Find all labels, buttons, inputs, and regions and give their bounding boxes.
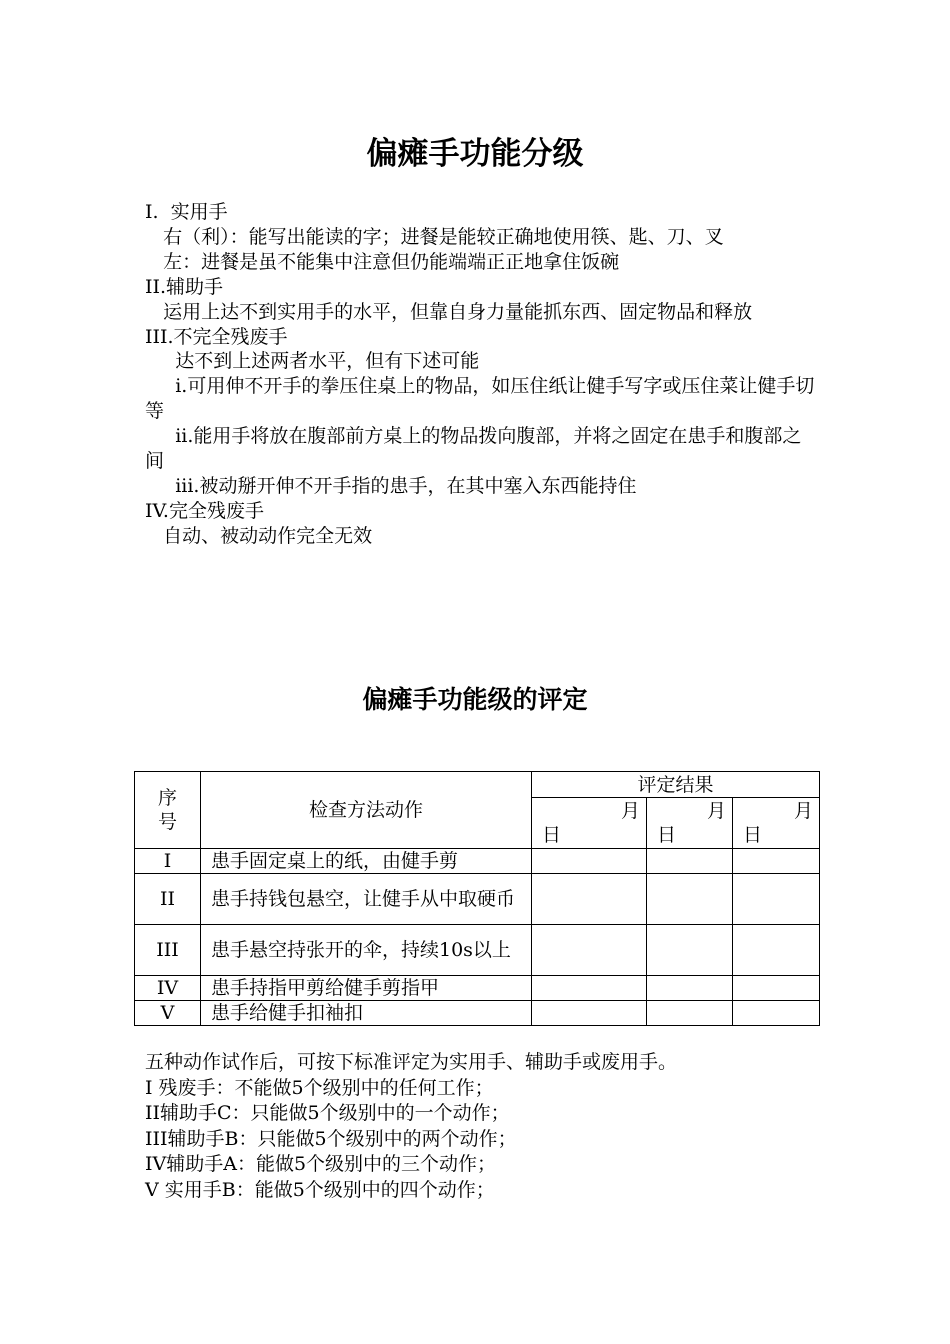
result-cell[interactable]	[532, 925, 647, 976]
evaluation-title: 偏瘫手功能级的评定	[362, 685, 588, 714]
row-action: 患手给健手扣袖扣	[201, 1001, 532, 1026]
grade-heading-3: III.不完全残废手	[145, 325, 288, 348]
result-cell[interactable]	[647, 874, 733, 925]
grade-line: i.可用伸不开手的拳压住桌上的物品，如压住纸让健手写字或压住菜让健手切等	[145, 375, 815, 423]
row-seq: V	[135, 1001, 201, 1026]
date-cell-3[interactable]: 月 日	[733, 798, 820, 849]
criteria-item: II辅助手C：只能做5个级别中的一个动作；	[145, 1102, 510, 1124]
result-cell[interactable]	[647, 976, 733, 1001]
result-cell[interactable]	[733, 874, 820, 925]
table-row	[135, 925, 820, 976]
row-action: 患手持钱包悬空，让健手从中取硬币	[201, 874, 532, 925]
grade-heading-2: II.辅助手	[145, 275, 224, 298]
result-cell[interactable]	[733, 1001, 820, 1026]
table-row	[135, 874, 820, 925]
result-cell[interactable]	[532, 1001, 647, 1026]
criteria-item: III辅助手B：只能做5个级别中的两个动作；	[145, 1127, 517, 1150]
table-row	[135, 976, 820, 1001]
grade-line: 自动、被动动作完全无效	[145, 524, 373, 547]
criteria-intro: 五种动作试作后，可按下标准评定为实用手、辅助手或废用手。	[145, 1051, 678, 1073]
row-seq: III	[135, 925, 201, 976]
page-title: 偏瘫手功能分级	[366, 136, 584, 172]
row-action: 患手固定桌上的纸，由健手剪	[201, 849, 532, 874]
date-cell-2[interactable]: 月 日	[647, 798, 733, 849]
result-cell[interactable]	[532, 976, 647, 1001]
result-cell[interactable]	[647, 1001, 733, 1026]
grade-heading-4: IV.完全残废手	[145, 499, 264, 522]
criteria-item: V 实用手B：能做5个级别中的四个动作；	[145, 1178, 495, 1201]
table-row	[135, 1001, 820, 1026]
result-cell[interactable]	[733, 925, 820, 976]
criteria-item: IV辅助手A：能做5个级别中的三个动作；	[145, 1153, 497, 1175]
grade-line: 达不到上述两者水平，但有下述可能	[145, 350, 480, 373]
grade-line: 右（利）：能写出能读的字；进餐是能较正确地使用筷、匙、刀、叉	[145, 225, 724, 248]
grade-list	[145, 200, 815, 549]
evaluation-table	[134, 771, 820, 1026]
grade-line: iii.被动掰开伸不开手指的患手，在其中塞入东西能持住	[145, 474, 637, 497]
table-row	[135, 849, 820, 874]
grade-line: 运用上达不到实用手的水平，但靠自身力量能抓东西、固定物品和释放	[145, 300, 753, 323]
date-cell-1[interactable]: 月 日	[532, 798, 647, 849]
grade-line: 左：进餐是虽不能集中注意但仍能端端正正地拿住饭碗	[145, 250, 620, 273]
result-cell[interactable]	[532, 874, 647, 925]
row-seq: IV	[135, 976, 201, 1001]
result-cell[interactable]	[532, 849, 647, 874]
result-cell[interactable]	[647, 925, 733, 976]
result-cell[interactable]	[733, 976, 820, 1001]
result-cell[interactable]	[647, 849, 733, 874]
seq-header: 序号	[135, 772, 201, 849]
criteria-list	[145, 1050, 825, 1203]
method-header: 检查方法动作	[201, 772, 532, 849]
row-action: 患手悬空持张开的伞，持续10s以上	[201, 925, 532, 976]
result-header: 评定结果	[532, 772, 820, 798]
result-cell[interactable]	[733, 849, 820, 874]
grade-heading-1: I. 实用手	[145, 201, 228, 223]
row-seq: I	[135, 849, 201, 874]
row-action: 患手持指甲剪给健手剪指甲	[201, 976, 532, 1001]
grade-line: ii.能用手将放在腹部前方桌上的物品拨向腹部，并将之固定在患手和腹部之间	[145, 425, 802, 473]
row-seq: II	[135, 874, 201, 925]
criteria-item: I 残废手：不能做5个级别中的任何工作；	[145, 1076, 494, 1099]
